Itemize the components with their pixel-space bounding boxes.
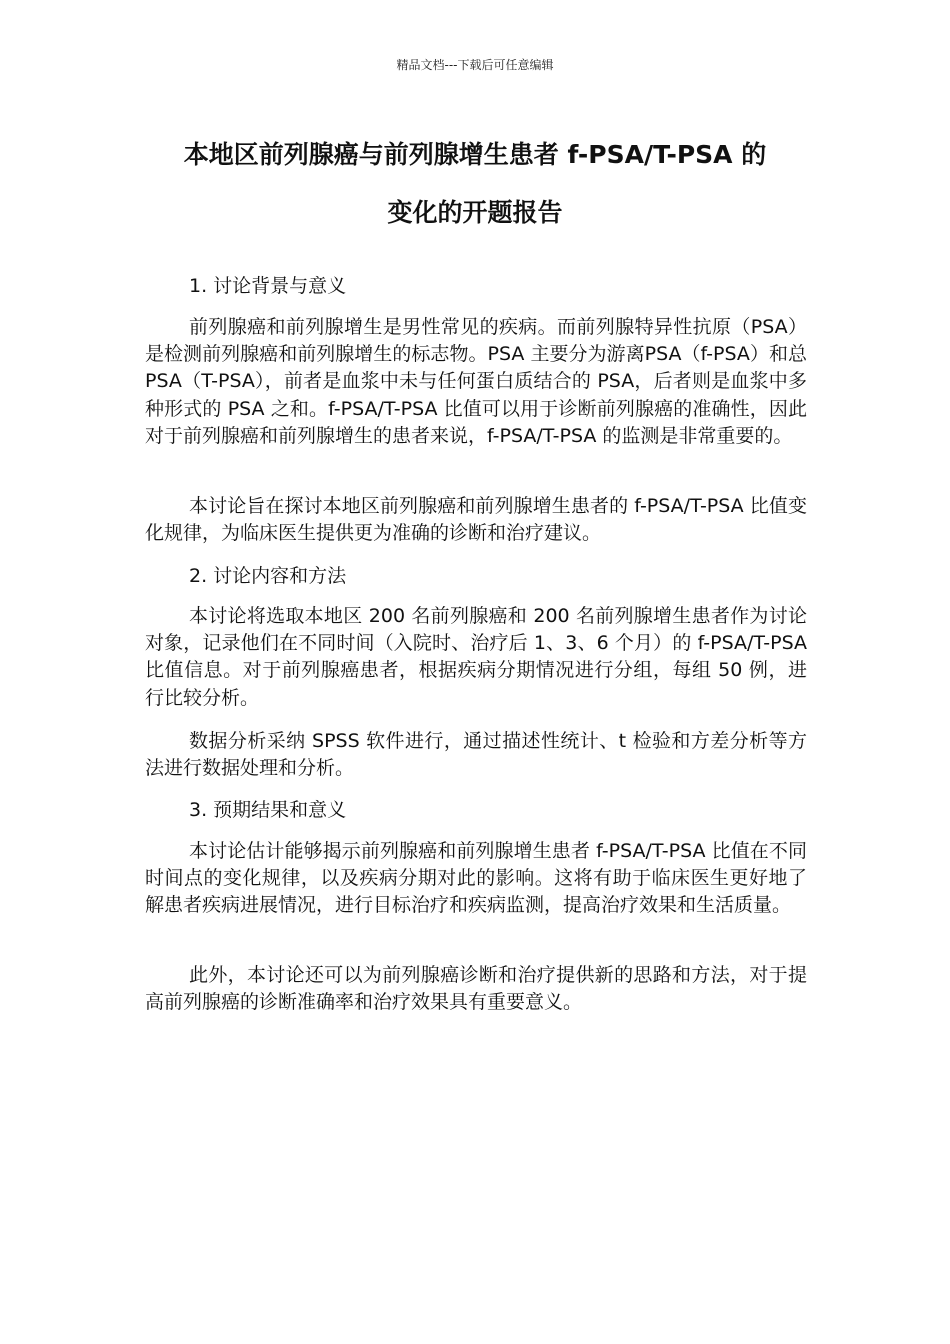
section-2-paragraph-1: 本讨论将选取本地区 200 名前列腺癌和 200 名前列腺增生患者作为讨论对象，记录他们在不同时间（入院时、治疗后 1、3、6 个月）的 f-PSA/T-PSA 比值信息。对于前列腺癌患者，根据疾病分期情况进行分组，每组 50 例，进行比较分析。 <box>145 605 807 709</box>
document-title-line-2: 变化的开题报告 <box>387 198 563 227</box>
section-2-paragraph-2: 数据分析采纳 SPSS 软件进行，通过描述性统计、t 检验和方差分析等方法进行数据处理和分析。 <box>145 730 807 780</box>
section-1-paragraph-2: 本讨论旨在探讨本地区前列腺癌和前列腺增生患者的 f-PSA/T-PSA 比值变化规律，为临床医生提供更为准确的诊断和治疗建议。 <box>145 495 807 545</box>
section-3-paragraph-1: 本讨论估计能够揭示前列腺癌和前列腺增生患者 f-PSA/T-PSA 比值在不同时间点的变化规律，以及疾病分期对此的影响。这将有助于临床医生更好地了解患者疾病进展情况，进行目标治疗和疾病监测，提高治疗效果和生活质量。 <box>145 840 807 917</box>
section-heading-1: 1. 讨论背景与意义 <box>189 275 347 297</box>
document-title-line-1: 本地区前列腺癌与前列腺增生患者 f-PSA/T-PSA 的 <box>183 140 767 169</box>
section-3-paragraph-2: 此外，本讨论还可以为前列腺癌诊断和治疗提供新的思路和方法，对于提高前列腺癌的诊断准确率和治疗效果具有重要意义。 <box>145 964 807 1014</box>
section-heading-2: 2. 讨论内容和方法 <box>189 565 347 587</box>
header-note: 精品文档---下载后可任意编辑 <box>396 58 554 72</box>
section-1-paragraph-1: 前列腺癌和前列腺增生是男性常见的疾病。而前列腺特异性抗原（PSA）是检测前列腺癌和前列腺增生的标志物。PSA 主要分为游离PSA（f-PSA）和总 PSA（T-PSA），前者是血浆中未与任何蛋白质结合的 PSA，后者则是血浆中多种形式的 PSA 之和。f-PSA/T-PSA 比值可以用于诊断前列腺癌的准确性，因此对于前列腺癌和前列腺增生的患者来说，f-PSA/T-PSA 的监测是非常重要的。 <box>145 316 807 447</box>
section-heading-3: 3. 预期结果和意义 <box>189 799 347 821</box>
